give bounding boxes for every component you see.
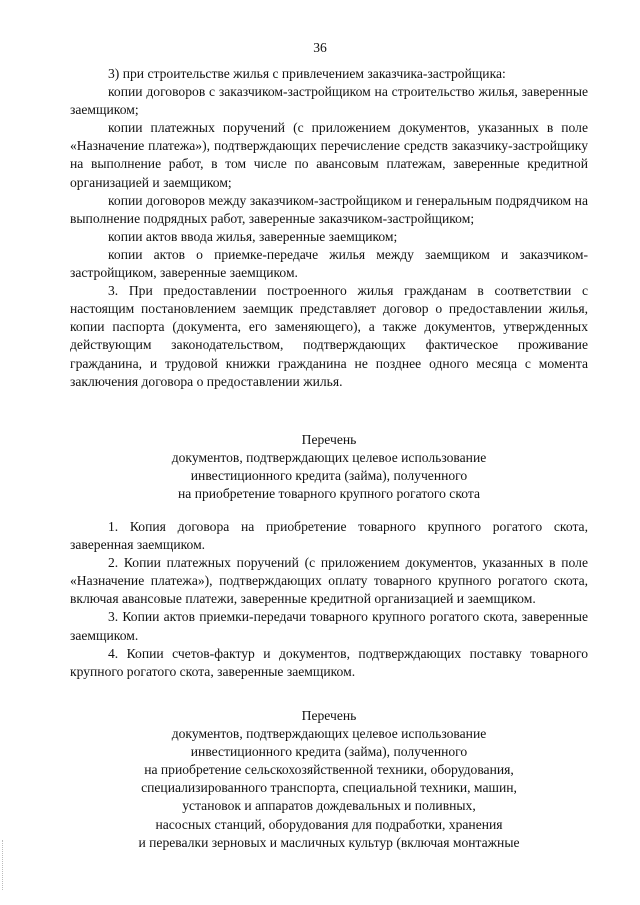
heading-line: инвестиционного кредита (займа), полученного xyxy=(190,468,468,484)
paragraph: копии актов ввода жилья, заверенные заемщиком; xyxy=(108,228,398,244)
list-item: 1. Копия договора на приобретение товарного крупного рогатого скота, заверенная заемщиком. xyxy=(70,519,588,553)
list-2-heading xyxy=(70,431,588,503)
paragraph: 3) при строительстве жилья с привлечением заказчика-застройщика: xyxy=(108,66,506,81)
paragraph: копии договоров между заказчиком-застройщиком и генеральным подрядчиком на выполнение подрядных работ, заверенные заказчиком-застройщиком; xyxy=(70,192,588,226)
list-3-heading xyxy=(70,707,588,852)
paragraph: копии актов о приемке-передаче жилья между заемщиком и заказчиком-застройщиком, заверенные заемщиком. xyxy=(70,246,588,281)
heading-line: на приобретение сельскохозяйственной техники, оборудования, xyxy=(144,762,514,778)
heading-line: установок и аппаратов дождевальных и поливных, xyxy=(182,798,476,814)
heading-line: специализированного транспорта, специальной техники, машин, xyxy=(141,780,517,796)
list-item: 4. Копии счетов-фактур и документов, подтверждающих поставку товарного крупного рогатого скота, заверенные заемщиком. xyxy=(70,645,588,679)
heading-line: насосных станций, оборудования для подработки, хранения xyxy=(155,816,503,832)
paragraph: копии договоров с заказчиком-застройщиком на строительство жилья, заверенные заемщиком; xyxy=(70,84,588,118)
heading-line: Перечень xyxy=(301,708,357,723)
page-number: 36 xyxy=(313,40,327,55)
paragraph: 3. При предоставлении построенного жилья гражданам в соответствии с настоящим постановлением заемщик представляет договор о предоставлении жилья, копии паспорта (документа, его заменяющего), а также документов, утвержденных действующим законодательством, подтверждающих фактическое проживание гражданина, и трудовой книжки гражданина не позднее одного месяца с момента заключения договора о предоставлении жилья. xyxy=(70,283,588,389)
heading-line: документов, подтверждающих целевое использование xyxy=(171,726,487,742)
heading-line: инвестиционного кредита (займа), полученного xyxy=(190,744,468,760)
heading-line: Перечень xyxy=(301,432,357,447)
heading-line: документов, подтверждающих целевое использование xyxy=(171,450,487,466)
list-2-items xyxy=(70,518,588,681)
paragraph: копии платежных поручений (с приложением документов, указанных в поле «Назначение платежа»), подтверждающих перечисление средств заказчику-застройщику на выполнение работ, в том числе по авансовым платежам, заверенные кредитной организацией и заемщиком; xyxy=(70,120,588,190)
list-item: 2. Копии платежных поручений (с приложением документов, указанных в поле «Назначение платежа»), подтверждающих оплату товарного крупного рогатого скота, включая авансовые платежи, заверенные кредитной организацией и заемщиком. xyxy=(70,555,588,607)
heading-line: на приобретение товарного крупного рогатого скота xyxy=(177,486,481,502)
heading-line: и перевалки зерновых и масличных культур (включая монтажные xyxy=(138,834,520,850)
list-item: 3. Копии актов приемки-передачи товарного крупного рогатого скота, заверенные заемщиком. xyxy=(70,609,588,643)
section-1-body xyxy=(70,65,588,391)
scan-margin-mark xyxy=(2,840,7,890)
